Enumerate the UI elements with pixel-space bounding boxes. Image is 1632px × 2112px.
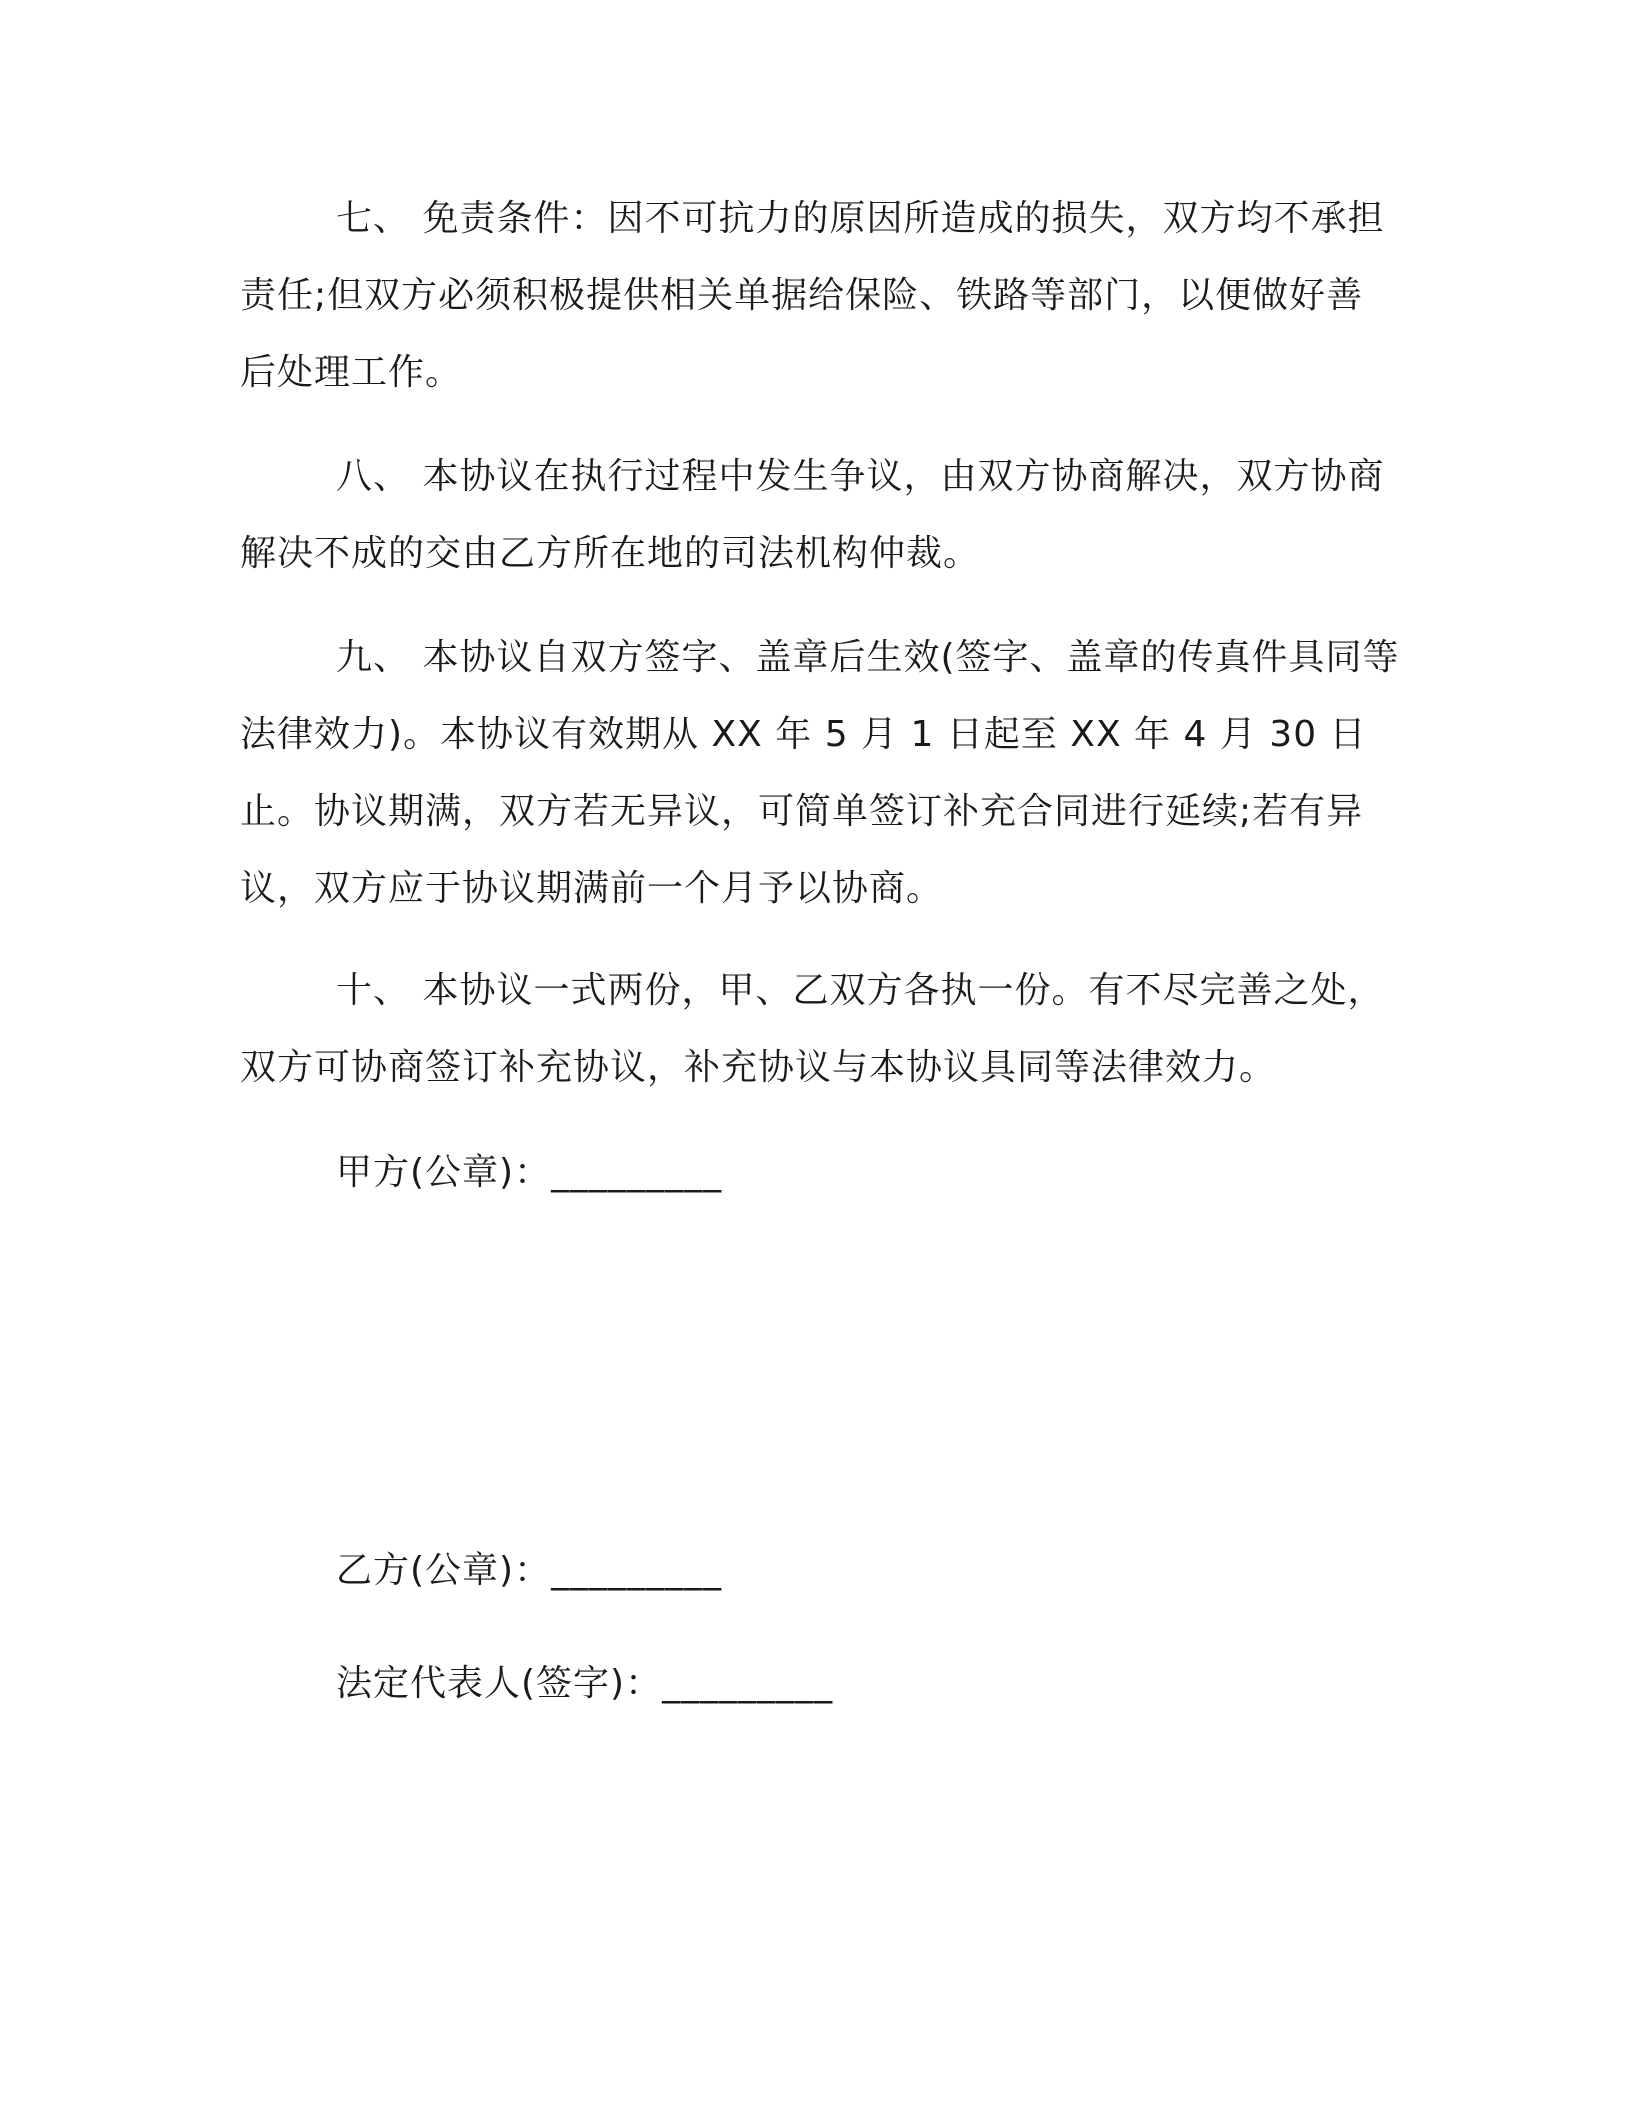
- party-b-seal-line: 乙方(公章)：_________: [336, 1550, 723, 1591]
- legal-representative-signature-line: 法定代表人(签字)：_________: [336, 1663, 834, 1704]
- clause-10-copies: 十、 本协议一式两份，甲、乙双方各执一份。有不尽完善之处，双方可协商签订补充协议，补充协议与本协议具同等法律效力。: [240, 970, 1385, 1088]
- clause-7-exemption: 七、 免责条件：因不可抗力的原因所造成的损失，双方均不承担责任;但双方必须积极提供相关单据给保险、铁路等部门，以便做好善后处理工作。: [240, 198, 1385, 393]
- clause-9-validity: 九、 本协议自双方签字、盖章后生效(签字、盖章的传真件具同等法律效力)。本协议有效期从 XX 年 5 月 1 日起至 XX 年 4 月 30 日止。协议期满，双方若无异议，可简单签订补充合同进行延续;若有异议，双方应于协议期满前一个月予以协商。: [240, 637, 1400, 909]
- party-a-seal-line: 甲方(公章)：_________: [336, 1152, 723, 1193]
- clause-8-dispute: 八、 本协议在执行过程中发生争议，由双方协商解决，双方协商解决不成的交由乙方所在地的司法机构仲裁。: [240, 456, 1385, 574]
